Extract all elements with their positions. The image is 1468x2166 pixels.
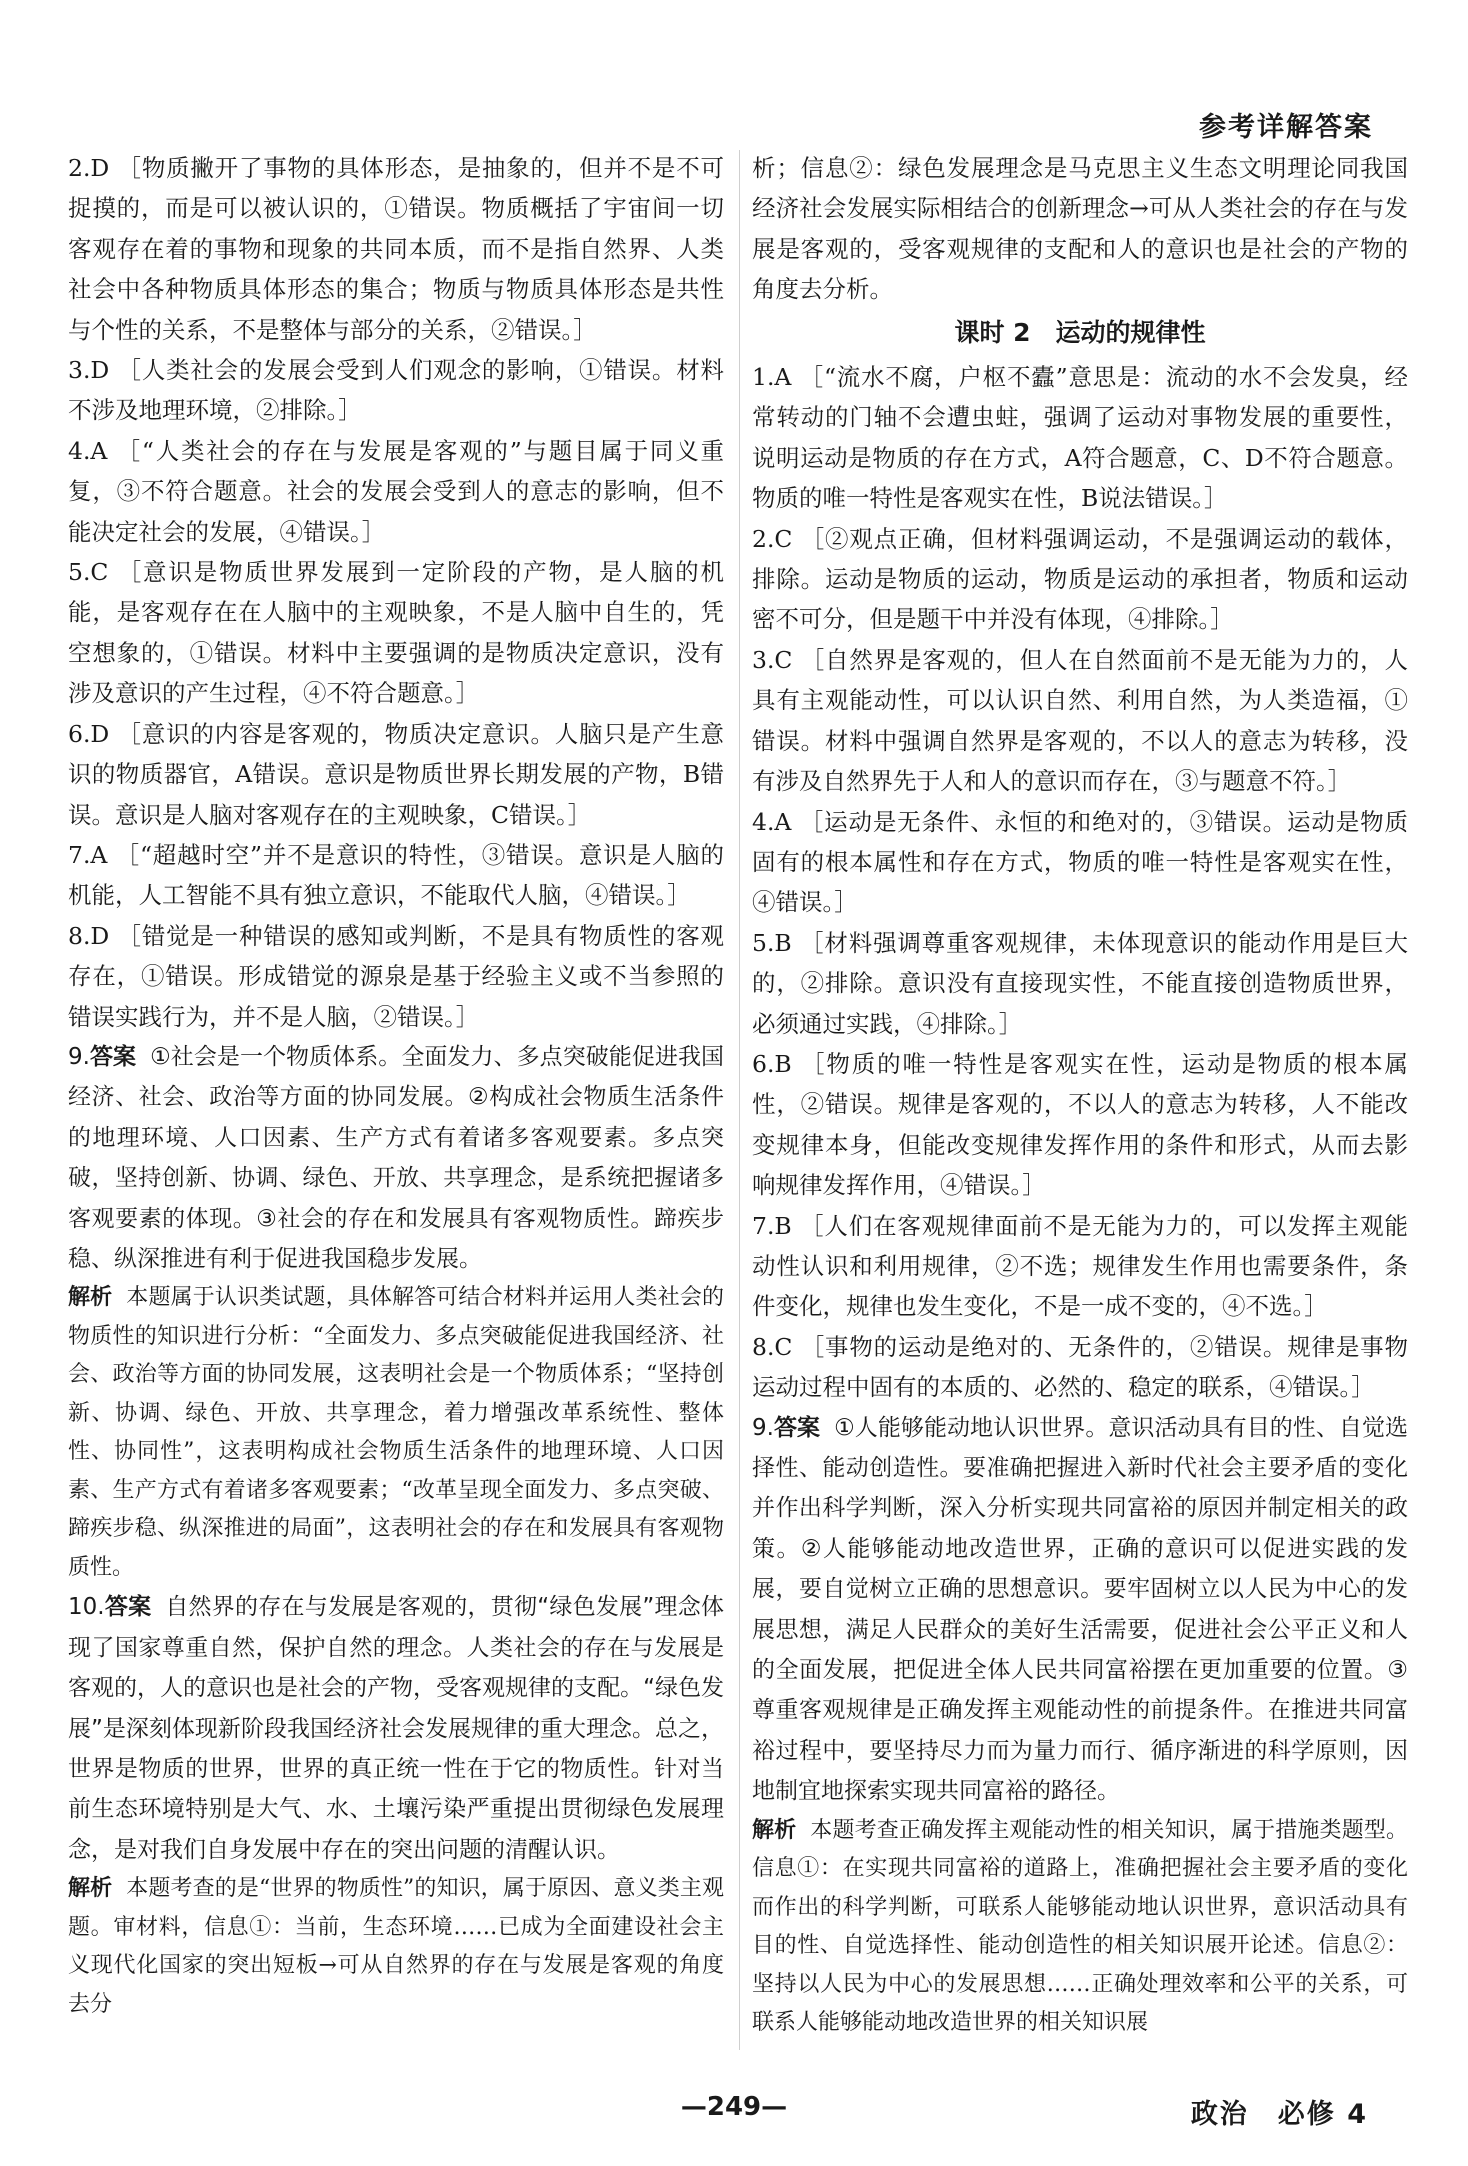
answer-item: 4.A ［运动是无条件、永恒的和绝对的，③错误。运动是物质固有的根本属性和存在方式，物质的唯一特性是客观实在性，④错误。］ bbox=[752, 807, 1408, 917]
header-title: 参考详解答案 bbox=[1199, 112, 1373, 143]
question-number: 10. bbox=[68, 1594, 105, 1621]
answer-block bbox=[68, 1037, 724, 1279]
answer-item: 6.B ［物质的唯一特性是客观实在性，运动是物质的根本属性，②错误。规律是客观的，不以人的意志为转移，人不能改变规律本身，但能改变规律发挥作用的条件和形式，从而去影响规律发挥作用，④错误。］ bbox=[752, 1049, 1408, 1200]
answer-text: ①社会是一个物质体系。全面发力、多点突破能促进我国经济、社会、政治等方面的协同发展。②构成社会物质生活条件的地理环境、人口因素、生产方式有着诸多客观要素。多点突破，坚持创新、协调、绿色、开放、共享理念，是系统把握诸多客观要素的体现。③社会的存在和发展具有客观物质性。蹄疾步稳、纵深推进有利于促进我国稳步发展。 bbox=[68, 1043, 725, 1272]
analysis-tag: 解析 bbox=[68, 1285, 113, 1311]
analysis-tag: 解析 bbox=[68, 1876, 113, 1902]
question-number: 9. bbox=[68, 1043, 90, 1070]
analysis-block bbox=[68, 1870, 724, 2024]
answer-item: 5.B ［材料强调尊重客观规律，未体现意识的能动作用是巨大的，②排除。意识没有直接现实性，不能直接创造物质世界，必须通过实践，④排除。］ bbox=[752, 928, 1408, 1038]
page-number: —249— bbox=[680, 2092, 788, 2122]
answer-item: 3.C ［自然界是客观的，但人在自然面前不是无能为力的，人具有主观能动性，可以认识自然、利用自然，为人类造福，①错误。材料中强调自然界是客观的，不以人的意志为转移，没有涉及自然界先于人和人的意识而存在，③与题意不符。］ bbox=[752, 645, 1408, 796]
answer-item: 析；信息②：绿色发展理念是马克思主义生态文明理论同我国经济社会发展实际相结合的创新理念→可从人类社会的存在与发展是客观的，受客观规律的支配和人的意识也是社会的产物的角度去分析。 bbox=[752, 154, 1408, 304]
answer-text: ①人能够能动地认识世界。意识活动具有目的性、自觉选择性、能动创造性。要准确把握进入新时代社会主要矛盾的变化并作出科学判断，深入分析实现共同富裕的原因并制定相关的政策。②人能够能动地改造世界，正确的意识可以促进实践的发展，要自觉树立正确的思想意识。要牢固树立以人民为中心的发展思想，满足人民群众的美好生活需要，促进社会公平正义和人的全面发展，把促进全体人民共同富裕摆在更加重要的位置。③尊重客观规律是正确发挥主观能动性的前提条件。在推进共同富裕过程中，要坚持尽力而为量力而行、循序渐进的科学原则，因地制宜地探索实现共同富裕的路径。 bbox=[752, 1414, 1409, 1805]
analysis-block bbox=[752, 1812, 1408, 2043]
left-column bbox=[68, 148, 724, 2024]
analysis-block bbox=[68, 1279, 724, 1587]
analysis-text: 本题考查的是“世界的物质性”的知识，属于原因、意义类主观题。审材料，信息①：当前，生态环境……已成为全面建设社会主义现代化国家的突出短板→可从自然界的存在与发展是客观的角度去分 bbox=[68, 1876, 724, 2017]
answer-item: 4.A ［“人类社会的存在与发展是客观的”与题目属于同义重复，③不符合题意。社会的发展会受到人的意志的影响，但不能决定社会的发展，④错误。］ bbox=[68, 436, 724, 546]
answer-item: 5.C ［意识是物质世界发展到一定阶段的产物，是人脑的机能，是客观存在在人脑中的主观映象，不是人脑中自生的，凭空想象的，①错误。材料中主要强调的是物质决定意识，没有涉及意识的产生过程，④不符合题意。］ bbox=[68, 558, 724, 708]
answer-item: 2.C ［②观点正确，但材料强调运动，不是强调运动的载体，排除。运动是物质的运动，物质是运动的承担者，物质和运动密不可分，但是题干中并没有体现，④排除。］ bbox=[752, 524, 1408, 634]
answer-item: 7.B ［人们在客观规律面前不是无能为力的，可以发挥主观能动性认识和利用规律，②不选；规律发生作用也需要条件，条件变化，规律也发生变化，不是一成不变的，④不选。］ bbox=[752, 1211, 1408, 1321]
column-divider bbox=[739, 150, 740, 2050]
answer-item: 8.C ［事物的运动是绝对的、无条件的，②错误。规律是事物运动过程中固有的本质的、必然的、稳定的联系，④错误。］ bbox=[752, 1332, 1408, 1402]
answer-item: 8.D ［错觉是一种错误的感知或判断，不是具有物质性的客观存在，①错误。形成错觉的源泉是基于经验主义或不当参照的错误实践行为，并不是人脑，②错误。］ bbox=[68, 921, 724, 1031]
analysis-text: 本题考查正确发挥主观能动性的相关知识，属于措施类题型。信息①：在实现共同富裕的道路上，准确把握社会主要矛盾的变化而作出的科学判断，可联系人能够能动地认识世界，意识活动具有目的性、自觉选择性、能动创造性的相关知识展开论述。信息②：坚持以人民为中心的发展思想……正确处理效率和公平的关系，可联系人能够能动地改造世界的相关知识展 bbox=[752, 1817, 1408, 2036]
answer-tag: 答案 bbox=[104, 1594, 152, 1621]
answer-item: 1.A ［“流水不腐，户枢不蠹”意思是：流动的水不会发臭，经常转动的门轴不会遭虫蛀，强调了运动对事物发展的重要性，说明运动是物质的存在方式，A符合题意，C、D不符合题意。物质的唯一特性是客观实在性，B说法错误。］ bbox=[752, 363, 1408, 513]
answer-item: 7.A ［“超越时空”并不是意识的特性，③错误。意识是人脑的机能，人工智能不具有独立意识，不能取代人脑，④错误。］ bbox=[68, 840, 724, 910]
right-column bbox=[752, 148, 1408, 2043]
analysis-text: 本题属于认识类试题，具体解答可结合材料并运用人类社会的物质性的知识进行分析：“全面发力、多点突破能促进我国经济、社会、政治等方面的协同发展，这表明社会是一个物质体系；“坚持创新、协调、绿色、开放、共享理念，着力增强改革系统性、整体性、协同性”，这表明构成社会物质生活条件的地理环境、人口因素、生产方式有着诸多客观要素；“改革呈现全面发力、多点突破、蹄疾步稳、纵深推进的局面”，这表明社会的存在和发展具有客观物质性。 bbox=[68, 1285, 724, 1580]
answer-item: 3.D ［人类社会的发展会受到人们观念的影响，①错误。材料不涉及地理环境，②排除。］ bbox=[68, 356, 724, 425]
question-number: 9. bbox=[752, 1414, 774, 1441]
answer-tag: 答案 bbox=[773, 1414, 821, 1441]
section-title: 课时 2 运动的规律性 bbox=[954, 317, 1206, 347]
answer-text: 自然界的存在与发展是客观的，贯彻“绿色发展”理念体现了国家尊重自然，保护自然的理念。人类社会的存在与发展是客观的，人的意识也是社会的产物，受客观规律的支配。“绿色发展”是深刻体现新阶段我国经济社会发展规律的重大理念。总之，世界是物质的世界，世界的真正统一性在于它的物质性。针对当前生态环境特别是大气、水、土壤污染严重提出贯彻绿色发展理念，是对我们自身发展中存在的突出问题的清醒认识。 bbox=[68, 1594, 724, 1863]
answer-tag: 答案 bbox=[89, 1043, 137, 1070]
subject-label: 政治 必修 4 bbox=[1190, 2099, 1368, 2130]
analysis-tag: 解析 bbox=[752, 1817, 797, 1843]
answer-block bbox=[752, 1408, 1408, 1812]
answer-item: 6.D ［意识的内容是客观的，物质决定意识。人脑只是产生意识的物质器官，A错误。意识是物质世界长期发展的产物，B错误。意识是人脑对客观存在的主观映象，C错误。］ bbox=[68, 719, 724, 829]
answer-block bbox=[68, 1587, 724, 1870]
answer-item: 2.D ［物质撇开了事物的具体形态，是抽象的，但并不是不可捉摸的，而是可以被认识的，①错误。物质概括了宇宙间一切客观存在着的事物和现象的共同本质，而不是指自然界、人类社会中各种物质具体形态的集合；物质与物质具体形态是共性与个性的关系，不是整体与部分的关系，②错误。］ bbox=[68, 154, 724, 344]
